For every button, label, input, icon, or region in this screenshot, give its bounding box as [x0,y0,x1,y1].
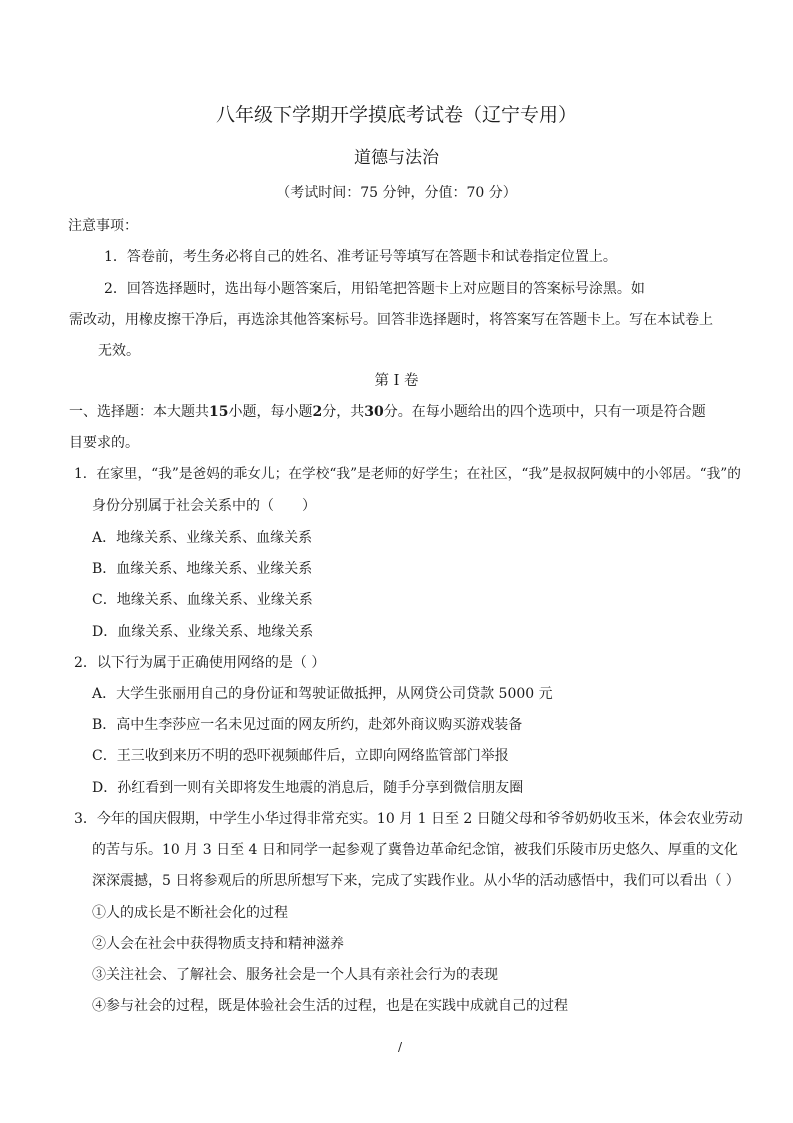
question-1-option-b: B．血缘关系、地缘关系、业缘关系 [92,561,313,577]
question-3-stem-line-1: 3．今年的国庆假期，中学生小华过得非常充实。10 月 1 日至 2 日随父母和爷爷奶奶收玉米，体会农业劳动 [74,811,743,827]
question-3-option-4: ④参与社会的过程，既是体验社会生活的过程，也是在实践中成就自己的过程 [92,998,568,1014]
section-intro-number-1: 15 [209,404,229,420]
notice-item-1: 1．答卷前，考生务必将自己的姓名、准考证号等填写在答题卡和试卷指定位置上。 [104,249,617,265]
section-intro-number-2: 2 [312,404,323,420]
page-mark: / [398,1040,403,1054]
question-3-stem-line-3: 深深震撼，5 日将参观后的所思所想写下来，完成了实践作业。从小华的活动感悟中，我们可以看出（ ） [92,873,740,889]
section-heading: 第 I 卷 [374,373,419,389]
section-intro-text-1: 一、选择题：本大题共 [69,404,209,420]
question-1-option-c: C．地缘关系、血缘关系、业缘关系 [92,592,313,608]
question-2-option-b: B．高中生李莎应一名未见过面的网友所约，赴郊外商议购买游戏装备 [92,717,523,733]
exam-title: 八年级下学期开学摸底考试卷（辽宁专用） [215,104,577,126]
question-2-stem-line-1: 2．以下行为属于正确使用网络的是（ ） [74,655,326,671]
question-3-option-3: ③关注社会、了解社会、服务社会是一个人具有亲社会行为的表现 [92,967,498,983]
notice-item-2-line-3: 无效。 [98,343,140,359]
question-1-stem-line-1: 1．在家里，“我”是爸妈的乖女儿；在学校“我”是老师的好学生；在社区，“我”是叔叔阿姨中的小邻居。“我”的 [74,466,741,482]
notice-heading: 注意事项： [68,218,138,234]
notice-item-2-line-1: 2．回答选择题时，选出每小题答案后，用铅笔把答题卡上对应题目的答案标号涂黑。如 [104,281,645,297]
section-intro-text-3: 分，共 [322,404,365,420]
question-3-stem-line-2: 的苦与乐。10 月 3 日至 4 日和同学一起参观了冀鲁边革命纪念馆，被我们乐陵市历史悠久、厚重的文化 [92,842,738,858]
section-intro-number-3: 30 [364,404,384,420]
question-2-option-c: C．王三收到来历不明的恐吓视频邮件后，立即向网络监管部门举报 [92,748,509,764]
question-3-option-2: ②人会在社会中获得物质支持和精神滋养 [92,936,344,952]
section-intro-text-4: 分。在每小题给出的四个选项中，只有一项是符合题 [383,404,706,420]
section-intro-text-2: 小题，每小题 [228,404,313,420]
exam-info: （考试时间：75 分钟，分值：70 分） [276,185,517,201]
question-3-option-1: ①人的成长是不断社会化的过程 [92,905,288,921]
question-2-option-d: D．孙红看到一则有关即将发生地震的消息后，随手分享到微信朋友圈 [92,780,524,796]
question-1-stem-line-2: 身份分别属于社会关系中的（ ） [92,498,316,514]
exam-subject: 道德与法治 [354,148,439,168]
notice-item-2-line-2: 需改动，用橡皮擦干净后，再选涂其他答案标号。回答非选择题时，将答案写在答题卡上。写在本试卷上 [69,312,713,328]
question-2-option-a: A．大学生张丽用自己的身份证和驾驶证做抵押，从网贷公司贷款 5000 元 [92,686,553,702]
question-1-option-a: A．地缘关系、业缘关系、血缘关系 [92,530,313,546]
section-intro-line-2: 目要求的。 [69,435,139,451]
question-1-option-d: D．血缘关系、业缘关系、地缘关系 [92,624,314,640]
section-intro-line-1 [69,405,706,419]
